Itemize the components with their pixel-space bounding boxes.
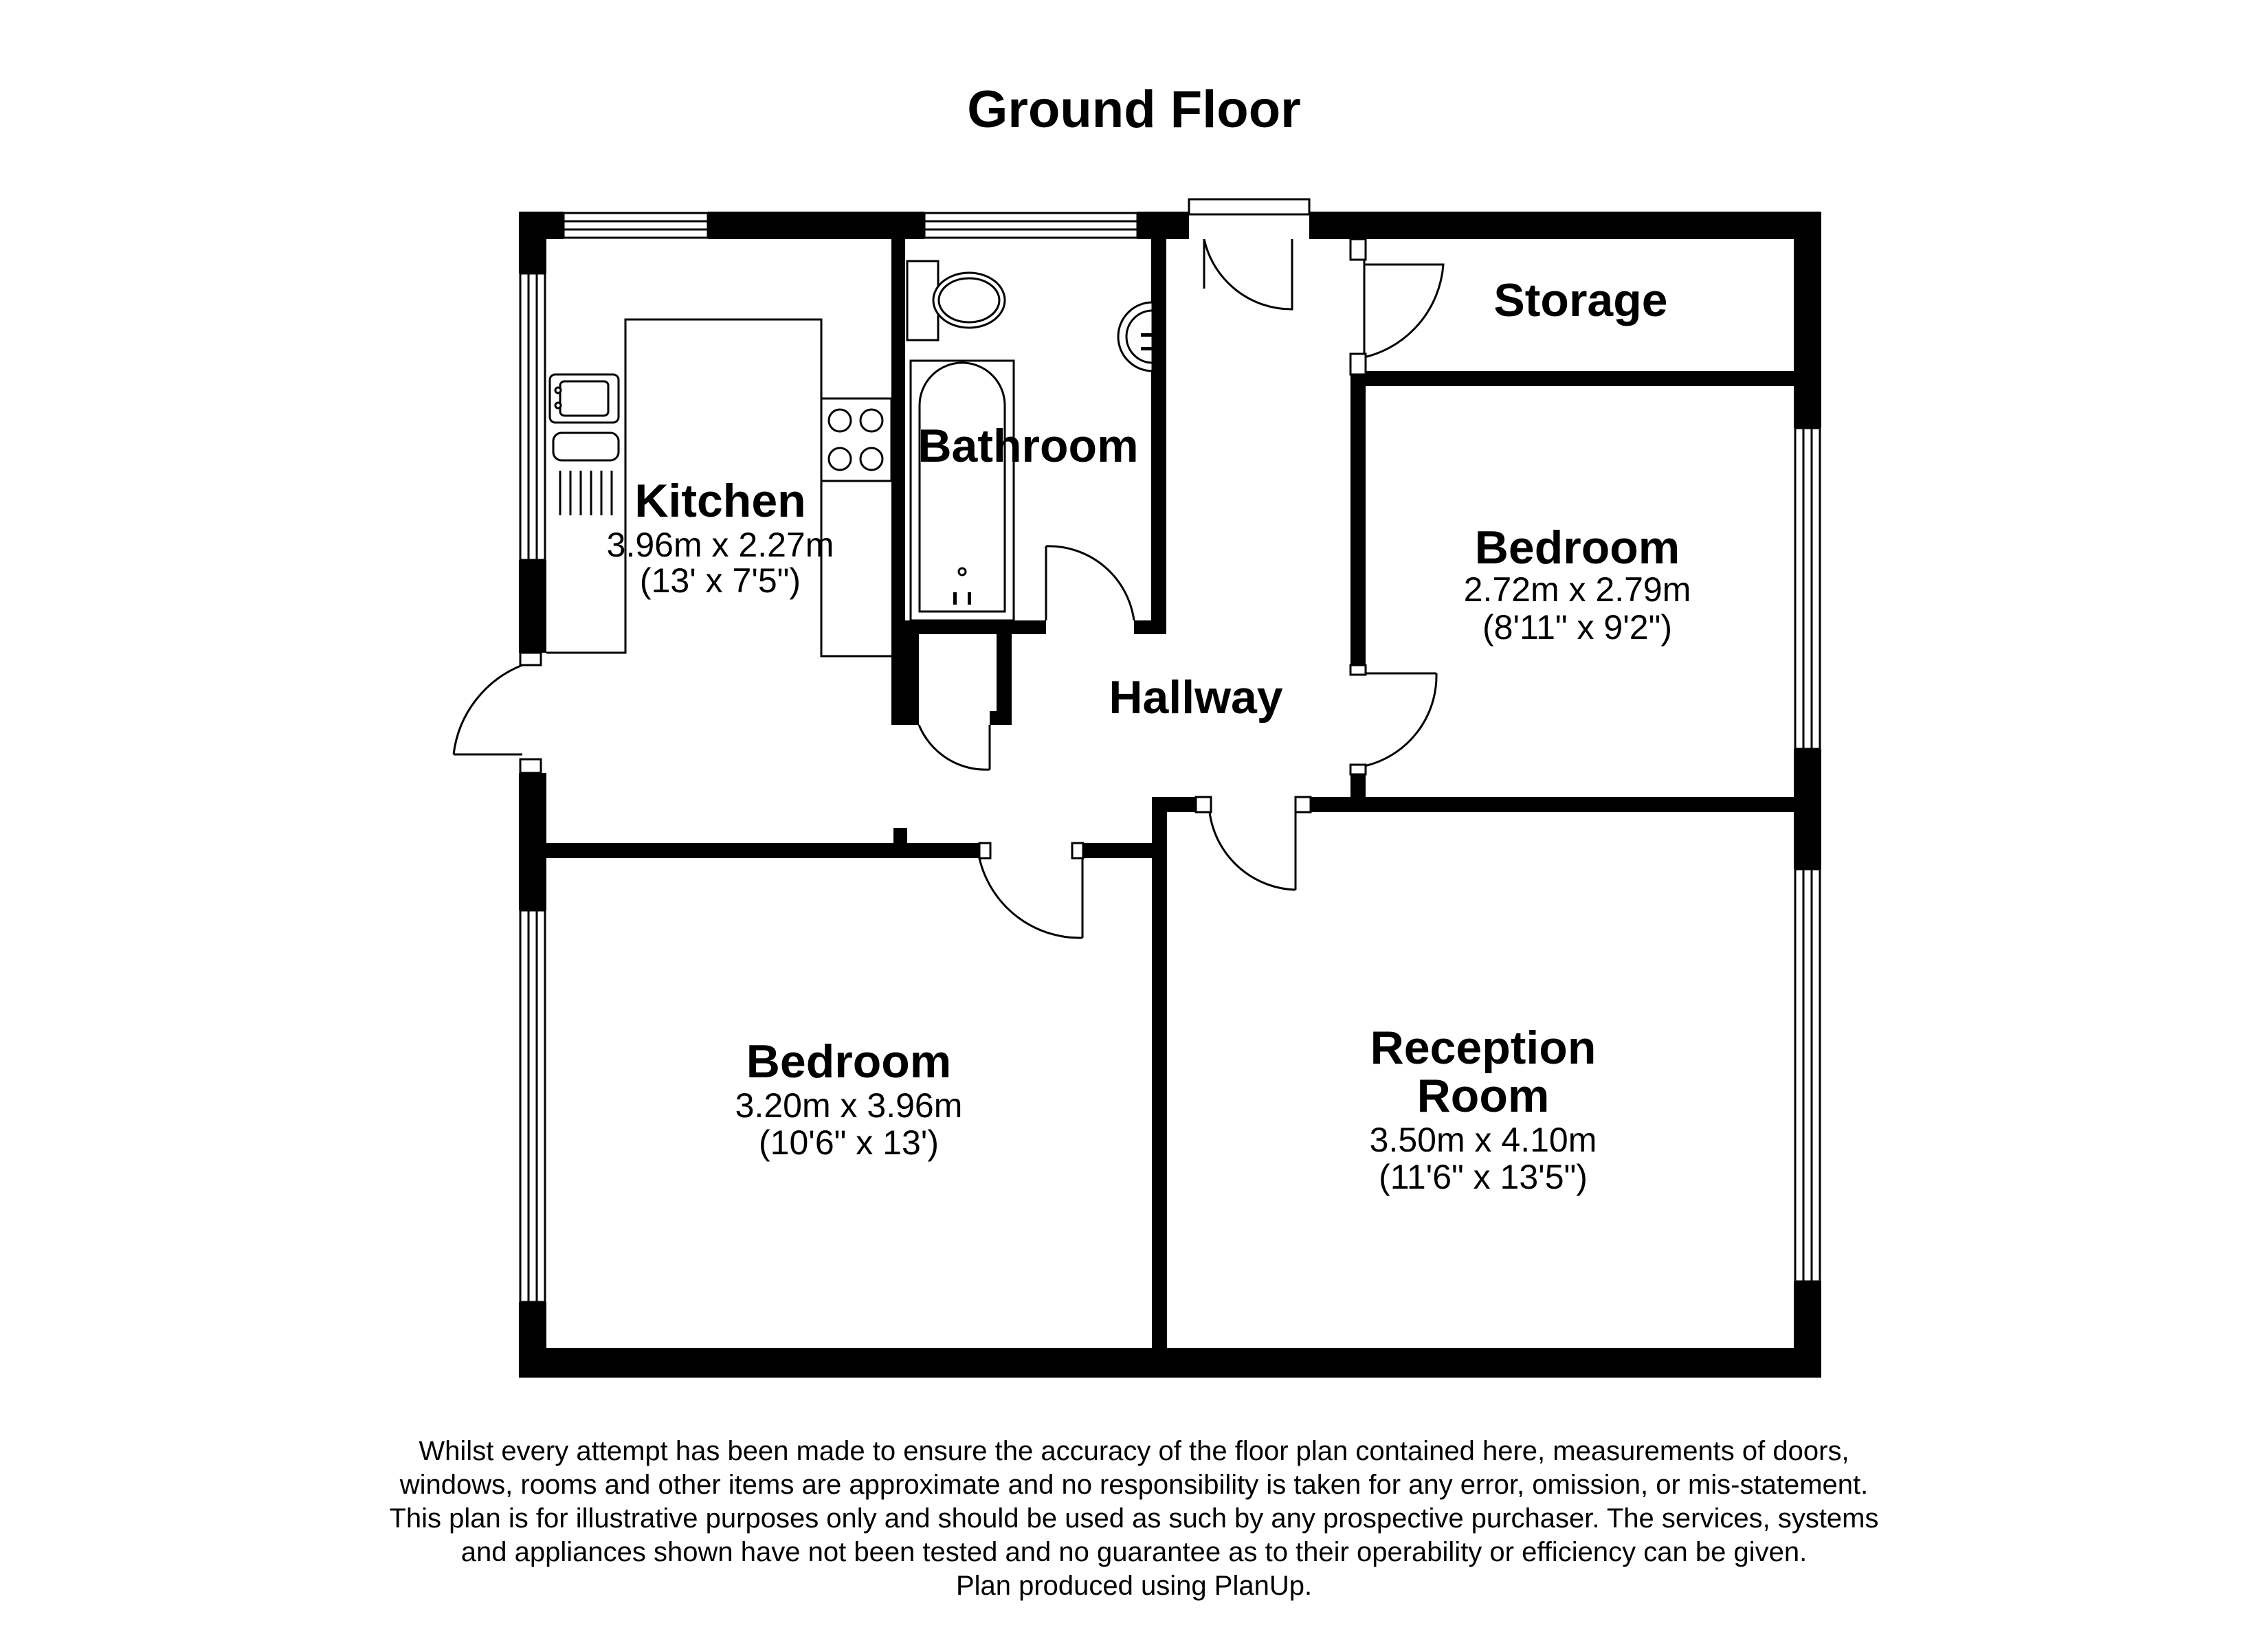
bedroom-small-door-swing bbox=[1364, 673, 1436, 766]
entry-door-frame bbox=[1189, 199, 1309, 214]
bedroom-small-metric: 2.72m x 2.79m bbox=[1463, 570, 1691, 609]
storage-name: Storage bbox=[1493, 274, 1668, 326]
bathroom-name: Bathroom bbox=[918, 420, 1139, 472]
bathroom-door-swing bbox=[1046, 546, 1134, 620]
bathroom-window bbox=[924, 213, 1137, 238]
bedroom-large-door-swing bbox=[979, 858, 1082, 938]
kitchen-exterior-door-swing bbox=[454, 665, 522, 754]
bedroom-small-label bbox=[1464, 521, 1691, 647]
outer-walls bbox=[519, 212, 1821, 1378]
disclaimer-text: Whilst every attempt has been made to ensure the accuracy of the floor plan contained here, measurements of doors, windows, rooms and other items are approximate and no responsibility is taken for any error, omission, or mis-statement. This plan is for illustrative purposes only and should be used as such by any prospective purchaser. The services, systems and appliances shown have not been tested and no guarantee as to their operability or efficiency can be given. bbox=[389, 1436, 1879, 1567]
kitchen-imperial: (13' x 7'5") bbox=[639, 561, 801, 600]
entry-door-swing bbox=[1204, 239, 1292, 309]
bedroom-large-label bbox=[735, 1035, 963, 1162]
bedroom-small-imperial: (8'11" x 9'2") bbox=[1482, 608, 1673, 647]
reception-window bbox=[1795, 869, 1820, 1281]
disclaimer bbox=[385, 1435, 1883, 1603]
bath-icon bbox=[911, 361, 1014, 620]
bedroom-large-window bbox=[520, 910, 545, 1302]
drainer-ribs-icon bbox=[560, 471, 612, 515]
hob-icon bbox=[821, 399, 891, 481]
cupboard-door-swing bbox=[919, 725, 990, 770]
bedroom-small-window bbox=[1795, 428, 1820, 749]
bedroom-large-imperial: (10'6" x 13') bbox=[759, 1123, 939, 1162]
kitchen-top-window bbox=[564, 213, 708, 238]
reception-door-swing bbox=[1210, 812, 1296, 890]
bedroom-large-name: Bedroom bbox=[746, 1035, 952, 1088]
bedroom-small-name: Bedroom bbox=[1474, 521, 1680, 574]
reception-metric: 3.50m x 4.10m bbox=[1369, 1121, 1597, 1159]
reception-label bbox=[1370, 1022, 1597, 1196]
kitchen-side-window bbox=[520, 273, 545, 560]
kitchen-name: Kitchen bbox=[634, 475, 806, 527]
floor-title: Ground Floor bbox=[967, 80, 1301, 139]
plan-credit: Plan produced using PlanUp. bbox=[955, 1571, 1313, 1601]
bedroom-large-metric: 3.20m x 3.96m bbox=[735, 1086, 963, 1125]
kitchen-metric: 3.96m x 2.27m bbox=[606, 526, 834, 564]
reception-imperial: (11'6" x 13'5") bbox=[1379, 1158, 1588, 1196]
storage-door-swing bbox=[1364, 251, 1443, 357]
reception-name-line2: Room bbox=[1416, 1070, 1550, 1122]
hallway-name: Hallway bbox=[1109, 671, 1283, 723]
reception-name-line1: Reception bbox=[1370, 1022, 1597, 1074]
interior-walls bbox=[546, 239, 1794, 1348]
kitchen-label bbox=[607, 475, 834, 600]
drainer-icon bbox=[553, 433, 619, 460]
